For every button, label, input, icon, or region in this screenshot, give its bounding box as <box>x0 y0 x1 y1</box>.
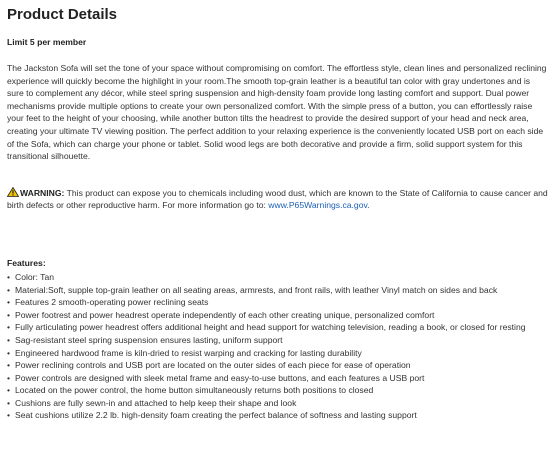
bullet-icon: • <box>7 271 11 282</box>
purchase-limit: Limit 5 per member <box>7 37 87 47</box>
feature-list-item <box>7 321 548 334</box>
feature-text: Power footrest and power headrest operate independently of each other creating unique, personalized comfort <box>15 309 435 320</box>
feature-list-item <box>7 384 548 397</box>
feature-list-item <box>7 347 548 360</box>
feature-list-item <box>7 409 548 422</box>
warning-label: WARNING: <box>20 187 65 198</box>
warning-triangle-icon <box>7 187 19 197</box>
feature-list-item <box>7 372 548 385</box>
feature-list-item <box>7 284 548 297</box>
feature-text: Cushions are fully sewn-in and attached to help keep their shape and look <box>15 397 297 408</box>
bullet-icon: • <box>7 284 11 295</box>
bullet-icon: • <box>7 347 11 358</box>
bullet-icon: • <box>7 385 11 396</box>
features-list <box>7 271 548 422</box>
bullet-icon: • <box>7 322 11 333</box>
bullet-icon: • <box>7 334 11 345</box>
feature-text: Power reclining controls and USB port are located on the outer sides of each piece for ease of operation <box>15 360 411 371</box>
feature-list-item <box>7 334 548 347</box>
feature-list-item <box>7 296 548 309</box>
page-title: Product Details <box>7 6 118 23</box>
feature-text: Seat cushions utilize 2.2 lb. high-density foam creating the perfect balance of softness and lasting support <box>15 410 417 421</box>
bullet-icon: • <box>7 372 11 383</box>
feature-list-item <box>7 271 548 284</box>
feature-text: Sag-resistant steel spring suspension ensures lasting, uniform support <box>15 334 283 345</box>
feature-list-item <box>7 397 548 410</box>
feature-list-item <box>7 309 548 322</box>
product-description: The Jackston Sofa will set the tone of your space without compromising on comfort. The effortless style, clean lines and personalized reclining experience will quickly become the highlight in your room.The smooth top-grain leather is a beautiful tan color with gray undertones and is sure to complement any décor, while steel spring suspension and high-density foam provide long lasting comfort and support. Dual power mechanisms provide multiple options to create your own personalized comfort. With the simple press of a button, you can effortlessly raise your feet to the height of your choosing, while another button tilts the headrest to provide the desired support of your head and neck area, creating your ultimate TV viewing position. The perfect addition to your relaxing experience is the conveniently located USB port on each side of the Sofa, which can charge your phone or tablet. Solid wood legs are both decorative and provide a firm, solid support system for this transitional silhouette. <box>7 63 547 162</box>
feature-text: Fully articulating power headrest offers additional height and head support for watching television, reading a book, or closed for resting <box>15 322 526 333</box>
bullet-icon: • <box>7 397 11 408</box>
bullet-icon: • <box>7 297 11 308</box>
bullet-icon: • <box>7 309 11 320</box>
warning-text: This product can expose you to chemicals including wood dust, which are known to the State of California to cause cancer and birth defects or other reproductive harm. For more information go to: <box>7 187 548 211</box>
feature-text: Features 2 smooth-operating power reclining seats <box>15 297 209 308</box>
prop65-warning <box>7 187 548 212</box>
feature-text: Power controls are designed with sleek metal frame and easy-to-use buttons, and each features a USB port <box>15 372 425 383</box>
bullet-icon: • <box>7 410 11 421</box>
features-heading: Features: <box>7 257 46 268</box>
bullet-icon: • <box>7 360 11 371</box>
feature-text: Engineered hardwood frame is kiln-dried to resist warping and cracking for lasting durability <box>15 347 362 358</box>
feature-text: Color: Tan <box>15 271 55 282</box>
p65-warnings-link[interactable]: www.P65Warnings.ca.gov <box>268 200 368 211</box>
feature-text: Material:Soft, supple top-grain leather on all seating areas, armrests, and front rails, with leather Vinyl match on sides and back <box>15 284 498 295</box>
warning-end: . <box>367 200 370 211</box>
feature-text: Located on the power control, the home button simultaneously returns both positions to closed <box>15 385 374 396</box>
feature-list-item <box>7 359 548 372</box>
